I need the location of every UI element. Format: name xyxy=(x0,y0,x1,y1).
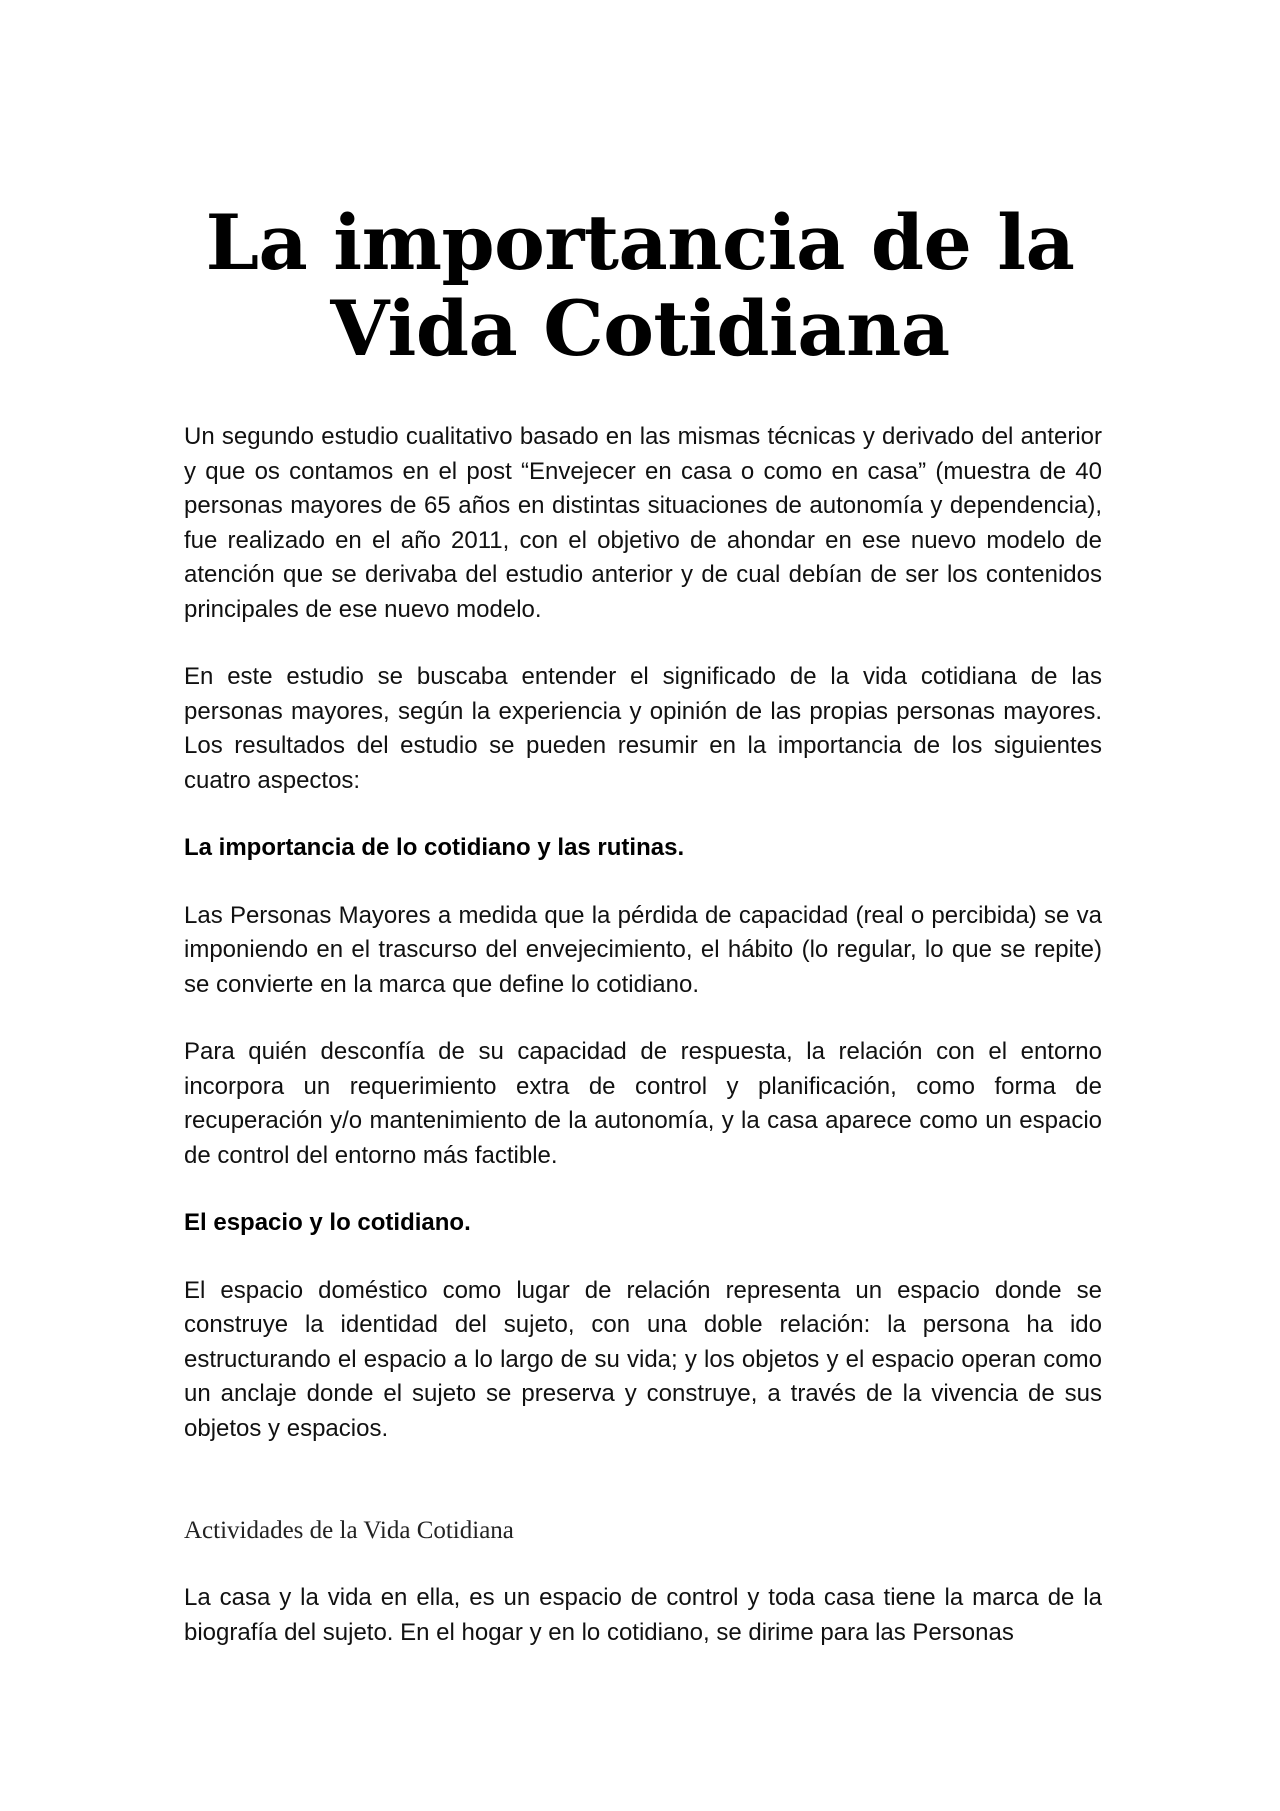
section-heading-space: El espacio y lo cotidiano. xyxy=(184,1209,471,1236)
paragraph-intro: Un segundo estudio cualitativo basado en las mismas técnicas y derivado del anterior y que os contamos en el post “Envejecer en casa o como en casa” (muestra de 40 personas mayores de 65 años en distintas situaciones de autonomía y dependencia), fue realizado en el año 2011, con el objetivo de ahondar en ese nuevo modelo de atención que se derivaba del estudio anterior y de cual debían de ser los contenidos principales de ese nuevo modelo. xyxy=(184,423,1102,623)
document-body xyxy=(184,420,1102,1683)
paragraph-control: Para quién desconfía de su capacidad de respuesta, la relación con el entorno incorpora un requerimiento extra de control y planificación, como forma de recuperación y/o mantenimiento de la autonomía, y la casa aparece como un espacio de control del entorno más factible. xyxy=(184,1038,1102,1169)
section-heading-activities: Actividades de la Vida Cotidiana xyxy=(184,1517,514,1544)
page-title xyxy=(140,200,1140,372)
title-line-1: La importancia de la xyxy=(205,198,1075,287)
paragraph-habits: Las Personas Mayores a medida que la pérdida de capacidad (real o percibida) se va imponiendo en el trascurso del envejecimiento, el hábito (lo regular, lo que se repite) se convierte en la marca que define lo cotidiano. xyxy=(184,901,1102,998)
paragraph-domestic-space: El espacio doméstico como lugar de relación representa un espacio donde se construye la identidad del sujeto, con una doble relación: la persona ha ido estructurando el espacio a lo largo de su vida; y los objetos y el espacio operan como un anclaje donde el sujeto se preserva y construye, a través de la vivencia de sus objetos y espacios. xyxy=(184,1276,1102,1442)
paragraph-study-purpose: En este estudio se buscaba entender el significado de la vida cotidiana de las personas mayores, según la experiencia y opinión de las propias personas mayores. Los resultados del estudio se pueden resumir en la importancia de los siguientes cuatro aspectos: xyxy=(184,663,1102,794)
paragraph-home: La casa y la vida en ella, es un espacio de control y toda casa tiene la marca de la biografía del sujeto. En el hogar y en lo cotidiano, se dirime para las Personas xyxy=(184,1584,1102,1646)
section-heading-routines: La importancia de lo cotidiano y las rutinas. xyxy=(184,834,685,861)
title-line-2: Vida Cotidiana xyxy=(330,284,950,373)
